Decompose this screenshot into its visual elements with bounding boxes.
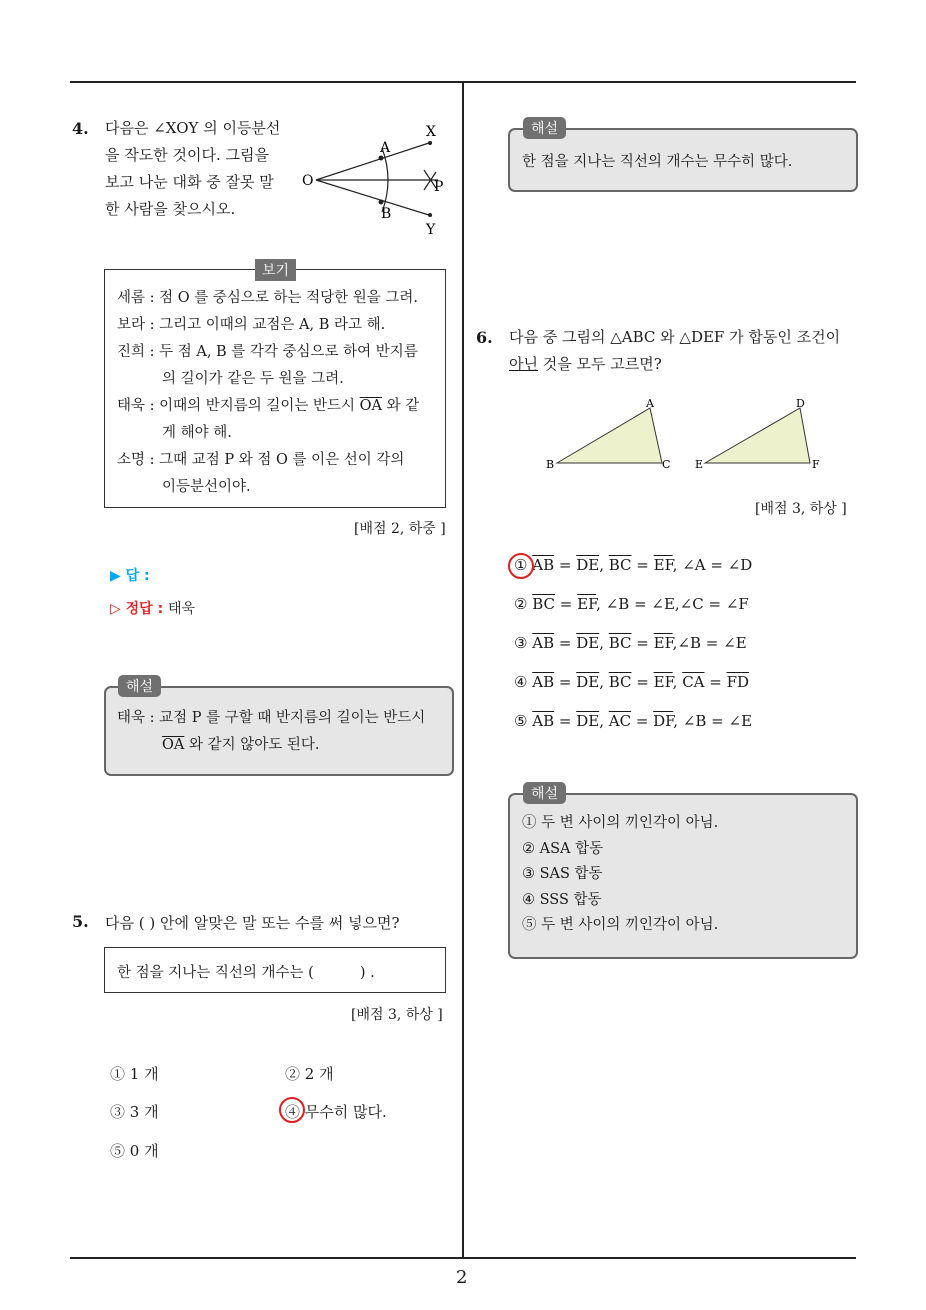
q4-number: 4. <box>72 119 89 138</box>
q6-option-2[interactable]: ② $\overline{BC} = \overline{EF}$, ∠B = ∠E,∠C = ∠F <box>514 595 749 613</box>
q5-answer-circle <box>279 1097 305 1123</box>
q6-option-5[interactable]: ⑤ $\overline{AB} = \overline{DE}$, $\overline{AC} = \overline{DF}$, ∠B = ∠E <box>514 712 753 730</box>
label-A: A <box>646 397 654 410</box>
q5-option-5[interactable]: ⑤ 0 개 <box>110 1142 159 1160</box>
bottom-rule <box>70 1257 856 1259</box>
q5-option-1[interactable]: ① 1 개 <box>110 1065 159 1083</box>
q6-option-3[interactable]: ③ $\overline{AB} = \overline{DE}$, $\overline{BC}$ = $\overline{EF},\angle B$ = ∠E <box>514 634 747 652</box>
label-O: O <box>302 173 314 189</box>
label-P: P <box>434 179 444 195</box>
q4-jeongdap-value: 태욱 <box>167 601 196 617</box>
column-divider <box>462 82 464 1259</box>
q5-haeseol-text: 한 점을 지나는 직선의 개수는 무수히 많다. <box>522 154 793 170</box>
q5-option-4[interactable]: ④ 무수히 많다. <box>285 1103 387 1121</box>
q5-option-2[interactable]: ② 2 개 <box>285 1065 334 1083</box>
page-number: 2 <box>456 1267 468 1288</box>
q6-score: [배점 3, 하상 ] <box>755 501 847 517</box>
q6-question-text: 다음 중 그림의 △ABC 와 △DEF 가 합동인 조건이 아닌 것을 모두 고르면? <box>509 328 841 373</box>
q6-haeseol-label: 해설 <box>523 782 566 804</box>
q5-option-3[interactable]: ③ 3 개 <box>110 1103 159 1121</box>
q6-option-1[interactable]: ① $\overline{AB} = \overline{DE}$, $\overline{BC} = \overline{EF}$, ∠A = ∠D <box>514 556 753 574</box>
q6-option-4[interactable]: ④ $\overline{AB} = \overline{DE}$, $\overline{BC} = \overline{EF}$, $\overline{CA} = \overline{FD}$ <box>514 673 750 691</box>
q4-jeongdap: ▷ 정답 : 태욱 <box>110 601 196 617</box>
angle-bisector-figure <box>298 120 458 240</box>
label-C: C <box>662 458 671 471</box>
q6-haeseol-text: ① 두 변 사이의 끼인각이 아님. ② ASA 합동 ③ SAS 합동 ④ SSS 합동 ⑤ 두 변 사이의 끼인각이 아님. <box>522 815 719 933</box>
q4-bogi-label: 보기 <box>255 259 296 281</box>
label-F: F <box>812 458 820 471</box>
q4-haeseol-text: 태욱 : 교점 P 를 구할 때 반지름의 길이는 반드시 $\overline{OA}$ 와 같지 않아도 된다. <box>117 710 426 753</box>
q4-question-text: 다음은 ∠XOY 의 이등분선 을 작도한 것이다. 그림을 보고 나눈 대화 중 잘못 말 한 사람을 찾으시오. <box>105 119 281 218</box>
q6-answer-circle <box>508 553 534 579</box>
label-Y: Y <box>426 222 436 238</box>
label-B: B <box>546 458 555 471</box>
q4-score: [배점 2, 하중 ] <box>354 521 446 537</box>
q5-haeseol-label: 해설 <box>523 117 566 139</box>
label-D: D <box>796 397 805 410</box>
q5-number: 5. <box>72 912 89 931</box>
label-A: A <box>380 140 391 156</box>
label-B: B <box>381 206 392 222</box>
q6-number: 6. <box>476 328 493 347</box>
q4-bogi-content: 세롬 : 점 O 를 중심으로 하는 적당한 원을 그려. 보라 : 그리고 이때의 교점은 A, B 라고 해. 진희 : 두 점 A, B 를 각각 중심으로 하여 반지름 의 길이가 같은 두 원을 그려. 태욱 : 이때의 반지름의 길이는 반드시 $\overline{OA}$ 와 같 게 해야 해. 소명 : 그때 교점 P 와 점 O 를 이은 선이 각의 이등분선이야. <box>117 290 420 495</box>
label-X: X <box>426 124 436 140</box>
q5-box-text: 한 점을 지나는 직선의 개수는 ( ) . <box>117 965 375 981</box>
q6-triangles-figure <box>540 395 830 477</box>
label-E: E <box>695 458 704 471</box>
q5-question-text: 다음 ( ) 안에 알맞은 말 또는 수를 써 넣으면? <box>105 914 400 932</box>
q4-haeseol-label: 해설 <box>118 675 161 697</box>
q5-score: [배점 3, 하상 ] <box>351 1007 443 1023</box>
q4-answer-head: ▶ 답 : <box>110 568 150 584</box>
